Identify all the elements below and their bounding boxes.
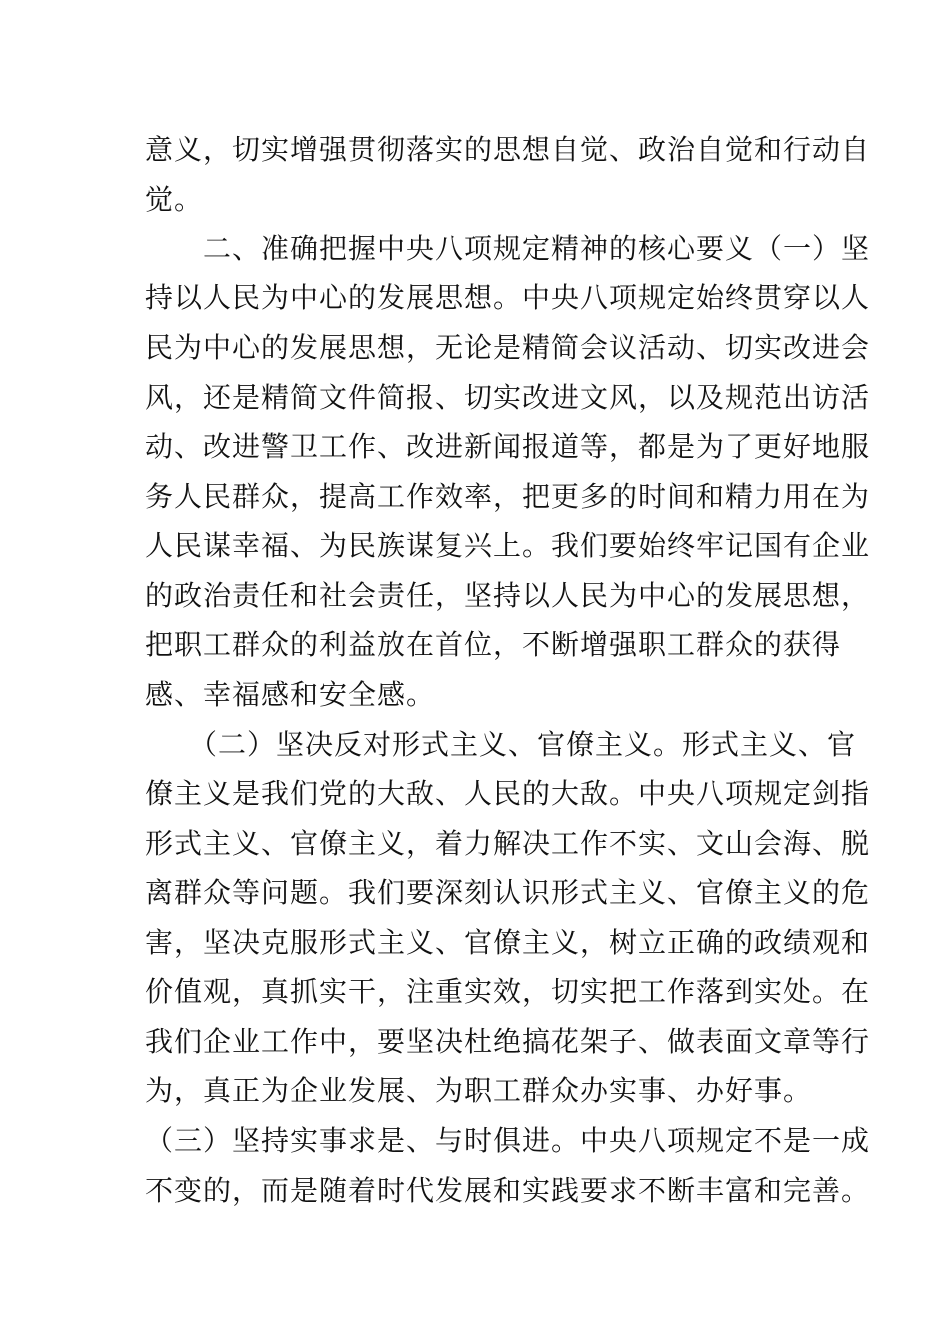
text-line: 为，真正为企业发展、为职工群众办实事、办好事。: [145, 1074, 813, 1107]
text-line: 务人民群众，提高工作效率，把更多的时间和精力用在为: [145, 480, 871, 513]
text-line: 僚主义是我们党的大敌、人民的大敌。中央八项规定剑指: [145, 777, 871, 810]
text-line: 害，坚决克服形式主义、官僚主义，树立正确的政绩观和: [145, 926, 871, 959]
text-line: 的政治责任和社会责任，坚持以人民为中心的发展思想，: [145, 579, 871, 612]
text-line: （三）坚持实事求是、与时俱进。中央八项规定不是一成: [145, 1124, 871, 1157]
text-line: 持以人民为中心的发展思想。中央八项规定始终贯穿以人: [145, 281, 871, 314]
text-line: 人民谋幸福、为民族谋复兴上。我们要始终牢记国有企业: [145, 529, 871, 562]
text-line: 动、改进警卫工作、改进新闻报道等，都是为了更好地服: [145, 430, 871, 463]
text-line: 把职工群众的利益放在首位，不断增强职工群众的获得: [145, 628, 842, 661]
text-line: 我们企业工作中，要坚决杜绝搞花架子、做表面文章等行: [145, 1025, 871, 1058]
text-line: 风，还是精简文件简报、切实改进文风，以及规范出访活: [145, 381, 871, 414]
text-line: （二）坚决反对形式主义、官僚主义。形式主义、官: [145, 728, 857, 761]
text-line: 不变的，而是随着时代发展和实践要求不断丰富和完善。: [145, 1174, 871, 1207]
text-line: 二、准确把握中央八项规定精神的核心要义（一）坚: [145, 232, 871, 265]
text-line: 民为中心的发展思想，无论是精简会议活动、切实改进会: [145, 331, 871, 364]
text-line: 价值观，真抓实干，注重实效，切实把工作落到实处。在: [145, 975, 871, 1008]
text-line: 感、幸福感和安全感。: [145, 678, 436, 711]
text-line: 形式主义、官僚主义，着力解决工作不实、文山会海、脱: [145, 827, 871, 860]
text-line: 离群众等问题。我们要深刻认识形式主义、官僚主义的危: [145, 876, 871, 909]
text-line: 觉。: [145, 183, 204, 216]
text-line: 意义，切实增强贯彻落实的思想自觉、政治自觉和行动自: [145, 133, 871, 166]
